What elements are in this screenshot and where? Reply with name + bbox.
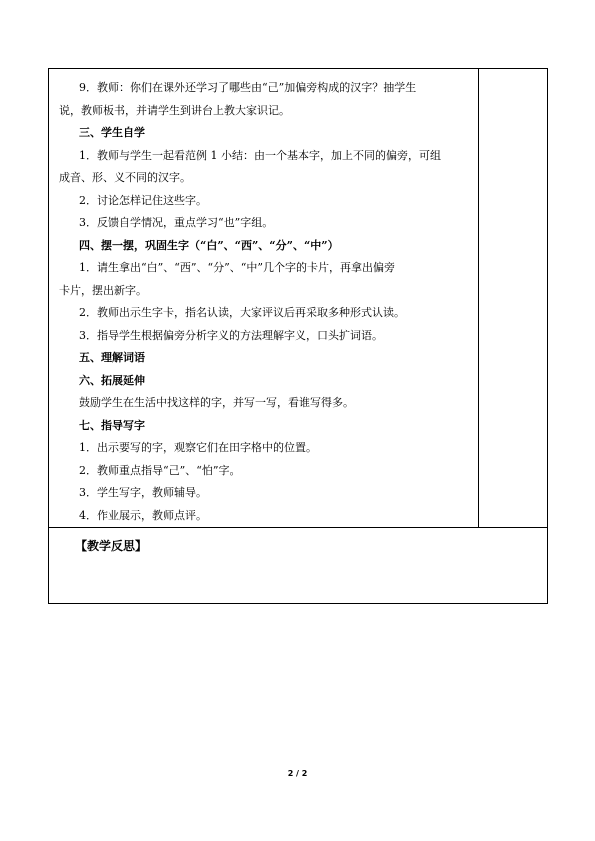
section-heading: 七、指导写字 bbox=[79, 418, 145, 432]
section-heading: 四、摆一摆，巩固生字（“白”、“西”、“分”、“中”） bbox=[79, 238, 339, 252]
lesson-text bbox=[49, 69, 478, 527]
lesson-plan-table bbox=[48, 68, 548, 604]
text-line: 鼓励学生在生活中找这样的字，并写一写，看谁写得多。 bbox=[79, 396, 354, 409]
reflection-cell bbox=[49, 528, 548, 604]
section-heading: 六、拓展延伸 bbox=[79, 373, 145, 387]
lesson-content-cell bbox=[49, 69, 479, 528]
reflection-row bbox=[49, 528, 548, 604]
text-line: 1．教师与学生一起看范例 1 小结：由一个基本字，加上不同的偏旁，可组 bbox=[79, 148, 441, 162]
section-heading: 三、学生自学 bbox=[79, 126, 145, 139]
reflection-title: 【教学反思】 bbox=[75, 539, 148, 553]
text-line: 成音、形、义不同的汉字。 bbox=[59, 171, 191, 184]
text-line: 3．反馈自学情况，重点学习“也”字组。 bbox=[79, 216, 274, 229]
text-line: 4．作业展示，教师点评。 bbox=[79, 508, 207, 522]
page-number: 2 / 2 bbox=[287, 769, 308, 778]
text-line: 1．请生拿出“白”、“西”、“分”、“中”几个字的卡片，再拿出偏旁 bbox=[79, 261, 395, 274]
text-line: 说，教师板书，并请学生到讲台上教大家识记。 bbox=[59, 103, 290, 117]
text-line: 2．教师出示生字卡，指名认读，大家评议后再采取多种形式认读。 bbox=[79, 306, 405, 319]
text-line: 卡片，摆出新字。 bbox=[59, 283, 147, 297]
text-line: 9．教师：你们在课外还学习了哪些由“己”加偏旁构成的汉字？抽学生 bbox=[79, 81, 417, 94]
text-line: 2．教师重点指导“己”、“怕”字。 bbox=[79, 463, 241, 477]
notes-side-cell bbox=[479, 69, 548, 528]
text-line: 1．出示要写的字，观察它们在田字格中的位置。 bbox=[79, 441, 317, 454]
text-line: 3．指导学生根据偏旁分析字义的方法理解字义，口头扩词语。 bbox=[79, 328, 383, 342]
section-heading: 五、理解词语 bbox=[79, 351, 145, 364]
text-line: 2．讨论怎样记住这些字。 bbox=[79, 193, 207, 207]
text-line: 3．学生写字，教师辅导。 bbox=[79, 486, 207, 499]
lesson-content-row bbox=[49, 69, 548, 528]
